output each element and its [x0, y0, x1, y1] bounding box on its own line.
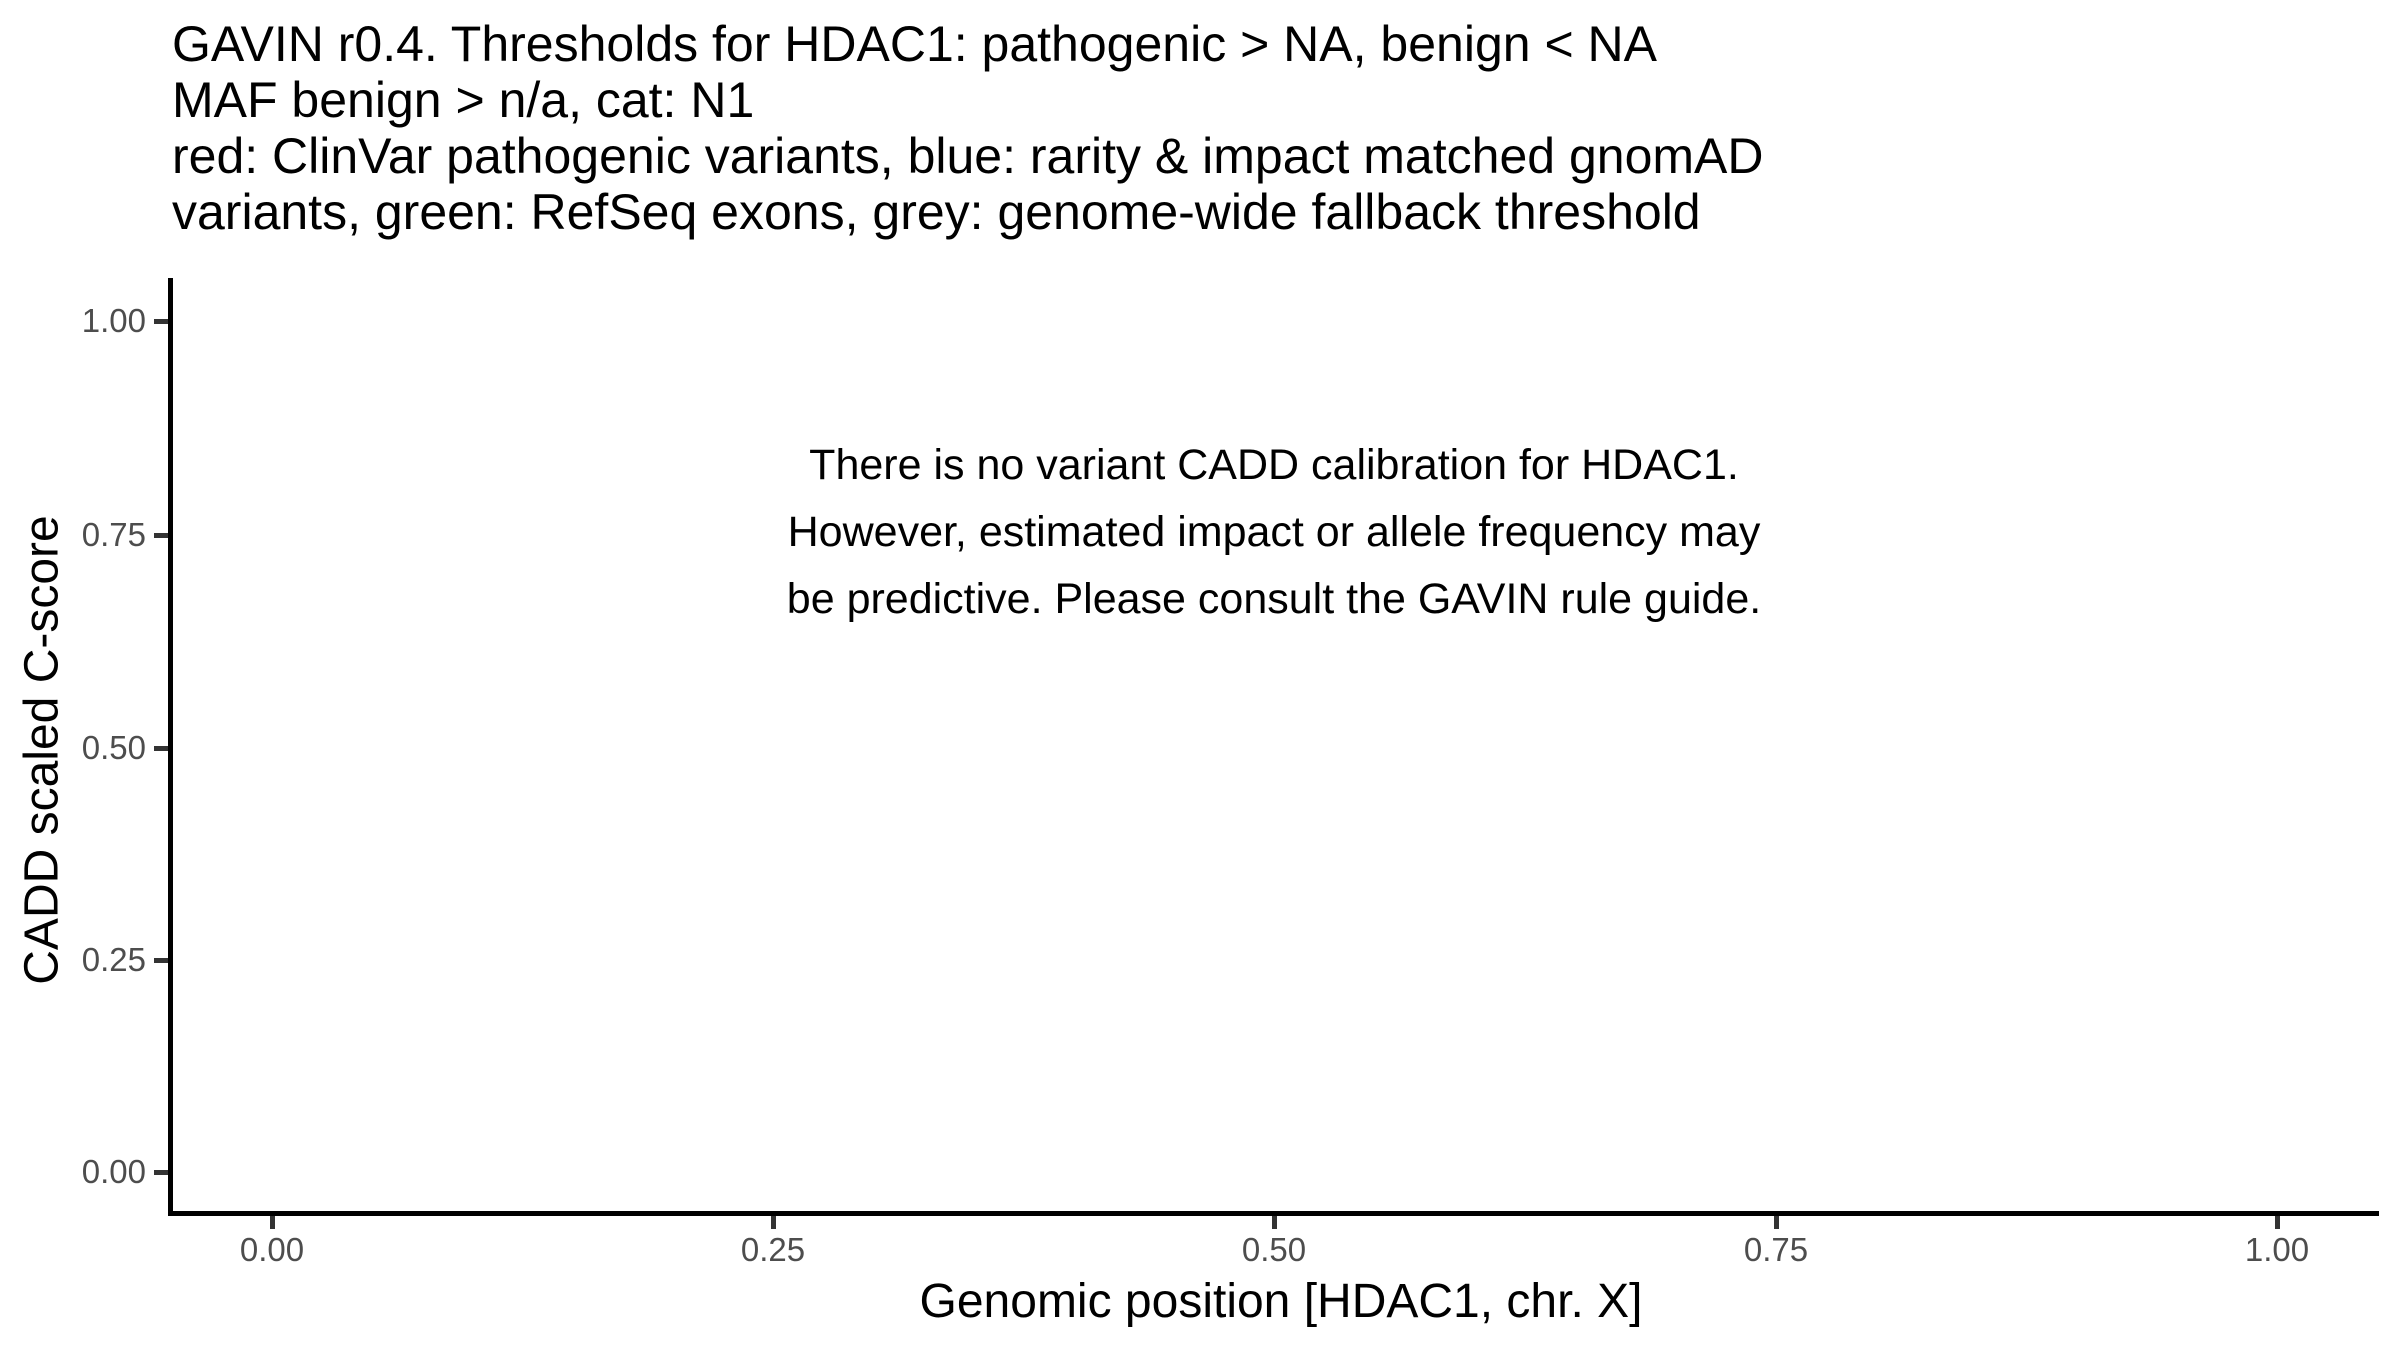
x-tick-mark [270, 1216, 275, 1229]
y-tick-label: 0.25 [81, 941, 146, 978]
x-tick-mark [2275, 1216, 2280, 1229]
plot-title [172, 16, 1763, 240]
x-tick-mark [771, 1216, 776, 1229]
y-tick-mark [154, 533, 168, 538]
x-tick-label: 1.00 [2244, 1231, 2310, 1268]
x-tick-label: 0.50 [1241, 1231, 1307, 1268]
annotation-line-3: be predictive. Please consult the GAVIN rule guide. [786, 575, 1762, 623]
plot-title-line-2: MAF benign > n/a, cat: N1 [172, 72, 755, 128]
y-tick-mark [154, 958, 168, 963]
y-axis-line [168, 278, 173, 1216]
y-tick-label: 0.75 [81, 516, 146, 553]
plot-title-line-1: GAVIN r0.4. Thresholds for HDAC1: pathogenic > NA, benign < NA [172, 16, 1658, 72]
x-tick-label: 0.75 [1743, 1231, 1809, 1268]
no-calibration-annotation [787, 432, 1761, 633]
y-tick-label: 0.50 [81, 729, 146, 766]
x-tick-label: 0.25 [740, 1231, 806, 1268]
x-tick-mark [1774, 1216, 1779, 1229]
y-axis-title: CADD scaled C-score [15, 515, 69, 985]
y-tick-label: 0.00 [81, 1153, 146, 1190]
y-tick-mark [154, 746, 168, 751]
plot-title-line-3: red: ClinVar pathogenic variants, blue: rarity & impact matched gnomAD [172, 128, 1764, 184]
annotation-line-2: However, estimated impact or allele frequency may [787, 508, 1761, 556]
x-tick-mark [1272, 1216, 1277, 1229]
annotation-line-1: There is no variant CADD calibration for HDAC1. [809, 441, 1739, 489]
y-tick-label: 1.00 [81, 302, 146, 339]
x-axis-title: Genomic position [HDAC1, chr. X] [919, 1275, 1643, 1328]
y-tick-mark [154, 1170, 168, 1175]
plot-title-line-4: variants, green: RefSeq exons, grey: genome-wide fallback threshold [172, 184, 1701, 240]
x-tick-label: 0.00 [239, 1231, 305, 1268]
y-tick-mark [154, 319, 168, 324]
